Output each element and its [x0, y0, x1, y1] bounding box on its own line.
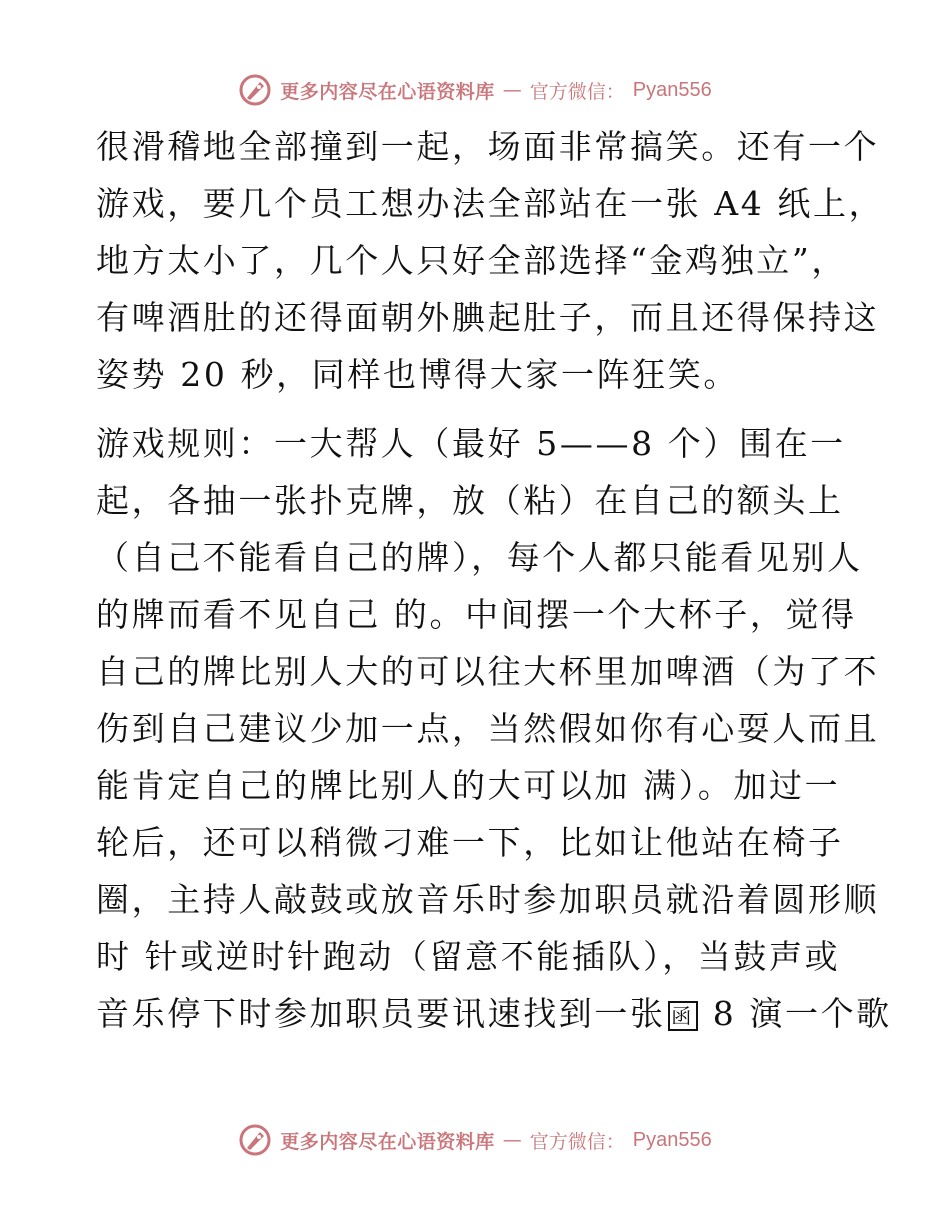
watermark-brand-text: 更多内容尽在心语资料库: [280, 80, 495, 103]
text-line: 游戏，要几个员工想办法全部站在一张 A4 纸上，: [96, 184, 885, 223]
text-line: 地方太小了，几个人只好全部选择“金鸡独立”，: [96, 241, 847, 280]
text-line-last: [96, 985, 892, 1042]
watermark-official-label: 官方微信：: [529, 80, 625, 103]
text-line: 有啤酒肚的还得面朝外腆起肚子，而且还得保持这: [96, 298, 880, 337]
text-fragment: 8 演一个歌: [699, 994, 892, 1033]
footer-watermark: [0, 1120, 950, 1160]
text-line: 起，各抽一张扑克牌，放（粘）在自己的额头上: [96, 481, 844, 520]
text-line: 游戏规则：一大帮人（最好 5——8 个）围在一: [96, 424, 846, 463]
header-watermark: [0, 70, 950, 110]
text-line: 轮后，还可以稍微刁难一下，比如让他站在椅子: [96, 823, 844, 862]
pen-nib-logo-icon: [238, 1123, 272, 1157]
text-line: 的牌而看不见自己 的。中间摆一个大杯子，觉得: [96, 595, 857, 634]
watermark-group: [238, 73, 712, 107]
paragraph-2: [96, 415, 892, 1042]
text-line: 姿势 20 秒，同样也博得大家一阵狂笑。: [96, 355, 739, 394]
text-line: 伤到自己建议少加一点，当然假如你有心耍人而且: [96, 709, 880, 748]
text-line: 自己的牌比别人大的可以往大杯里加啤酒（为了不: [96, 652, 880, 691]
watermark-group: [238, 1123, 712, 1157]
watermark-official-label: 官方微信：: [529, 1130, 625, 1153]
text-line: 很滑稽地全部撞到一起，场面非常搞笑。还有一个: [96, 127, 880, 166]
paragraph-spacer: [96, 403, 856, 415]
paragraph-1: [96, 118, 885, 403]
document-body: [96, 118, 892, 1042]
watermark-brand-text: 更多内容尽在心语资料库: [280, 1130, 495, 1153]
text-line: 能肯定自己的牌比别人的大可以加 满）。加过一: [96, 766, 841, 805]
watermark-separator: —: [502, 79, 522, 101]
text-line: 圈，主持人敲鼓或放音乐时参加职员就沿着圆形顺: [96, 880, 880, 919]
text-line: 时 针或逆时针跑动（留意不能插队），当鼓声或: [96, 937, 841, 976]
watermark-separator: —: [502, 1129, 522, 1151]
text-fragment: 音乐停下时参加职员要讯速找到一张: [96, 994, 666, 1033]
watermark-wechat-id: Pyan556: [632, 78, 712, 101]
text-line: （自己不能看自己的牌），每个人都只能看见别人: [96, 538, 863, 577]
watermark-wechat-id: Pyan556: [632, 1128, 712, 1151]
pen-nib-logo-icon: [238, 73, 272, 107]
boxed-glyph: 函: [668, 1001, 698, 1031]
